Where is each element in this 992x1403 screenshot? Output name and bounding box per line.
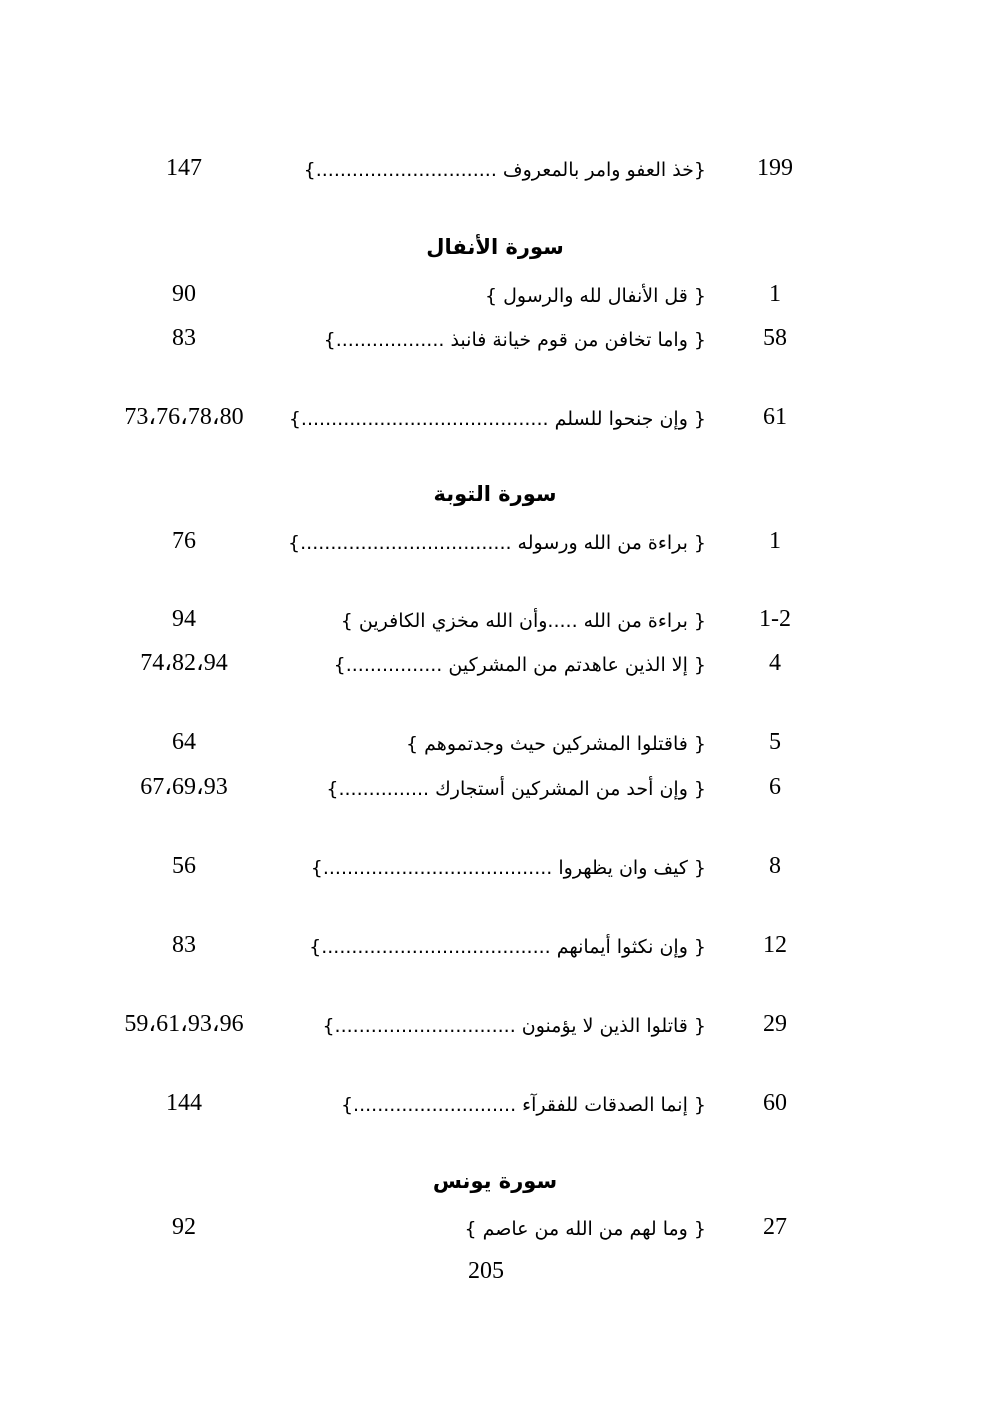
page-reference: 83: [172, 325, 196, 351]
page-reference: 92: [172, 1214, 196, 1240]
ayah-text: { واما تخافن من قوم خيانة فانبذ ..................}: [323, 329, 706, 351]
ayah-number: 1: [769, 528, 781, 554]
ayah-number: 1: [769, 281, 781, 307]
page-reference: 90: [172, 281, 196, 307]
page-reference: 76: [172, 528, 196, 554]
ayah-text: {خذ العفو وامر بالمعروف ..............................}: [303, 159, 706, 181]
ayah-text: { قل الأنفال لله والرسول }: [485, 285, 706, 307]
section-title: سورة يونس: [432, 1169, 558, 1193]
section-title: سورة الأنفال: [426, 235, 564, 259]
ayah-number: 29: [763, 1011, 787, 1037]
ayah-number: 58: [763, 325, 787, 351]
page-reference: 74،82،94: [140, 650, 228, 676]
page-reference: 56: [172, 853, 196, 879]
ayah-number: 27: [763, 1214, 787, 1240]
ayah-text: { كيف وان يظهروا ......................................}: [310, 857, 706, 879]
ayah-number: 60: [763, 1090, 787, 1116]
ayah-text: { قاتلوا الذين لا يؤمنون ..............................}: [322, 1015, 706, 1037]
section-title: سورة التوبة: [433, 482, 557, 506]
ayah-number: 12: [763, 932, 787, 958]
ayah-number: 199: [757, 155, 793, 181]
ayah-text: { وإن نكثوا أيمانهم ......................................}: [309, 936, 706, 958]
page-reference: 73،76،78،80: [124, 404, 244, 430]
ayah-number: 6: [769, 774, 781, 800]
ayah-text: { إنما الصدقات للفقرآء ...........................}: [340, 1094, 706, 1116]
page-reference: 147: [166, 155, 202, 181]
ayah-text: { إلا الذين عاهدتم من المشركين ................}: [333, 654, 706, 676]
page-reference: 59،61،93،96: [124, 1011, 244, 1037]
ayah-number: 8: [769, 853, 781, 879]
ayah-text: { وما لهم من الله من عاصم }: [464, 1218, 706, 1240]
ayah-number: 5: [769, 729, 781, 755]
page-reference: 83: [172, 932, 196, 958]
page-reference: 67،69،93: [140, 774, 228, 800]
page-reference: 64: [172, 729, 196, 755]
ayah-text: { وإن أحد من المشركين أستجارك ...............}: [326, 778, 706, 800]
ayah-text: { براءة من الله .....وأن الله مخزي الكافرين }: [340, 610, 706, 632]
ayah-number: 61: [763, 404, 787, 430]
ayah-number: 4: [769, 650, 781, 676]
page-number: 205: [468, 1258, 504, 1284]
ayah-text: { فاقتلوا المشركين حيث وجدتموهم }: [406, 733, 706, 755]
ayah-text: { براءة من الله ورسوله ...................................}: [288, 532, 706, 554]
ayah-number: 1-2: [759, 606, 791, 632]
page-reference: 94: [172, 606, 196, 632]
page-reference: 144: [166, 1090, 202, 1116]
ayah-text: { وإن جنحوا للسلم .........................................}: [288, 408, 706, 430]
